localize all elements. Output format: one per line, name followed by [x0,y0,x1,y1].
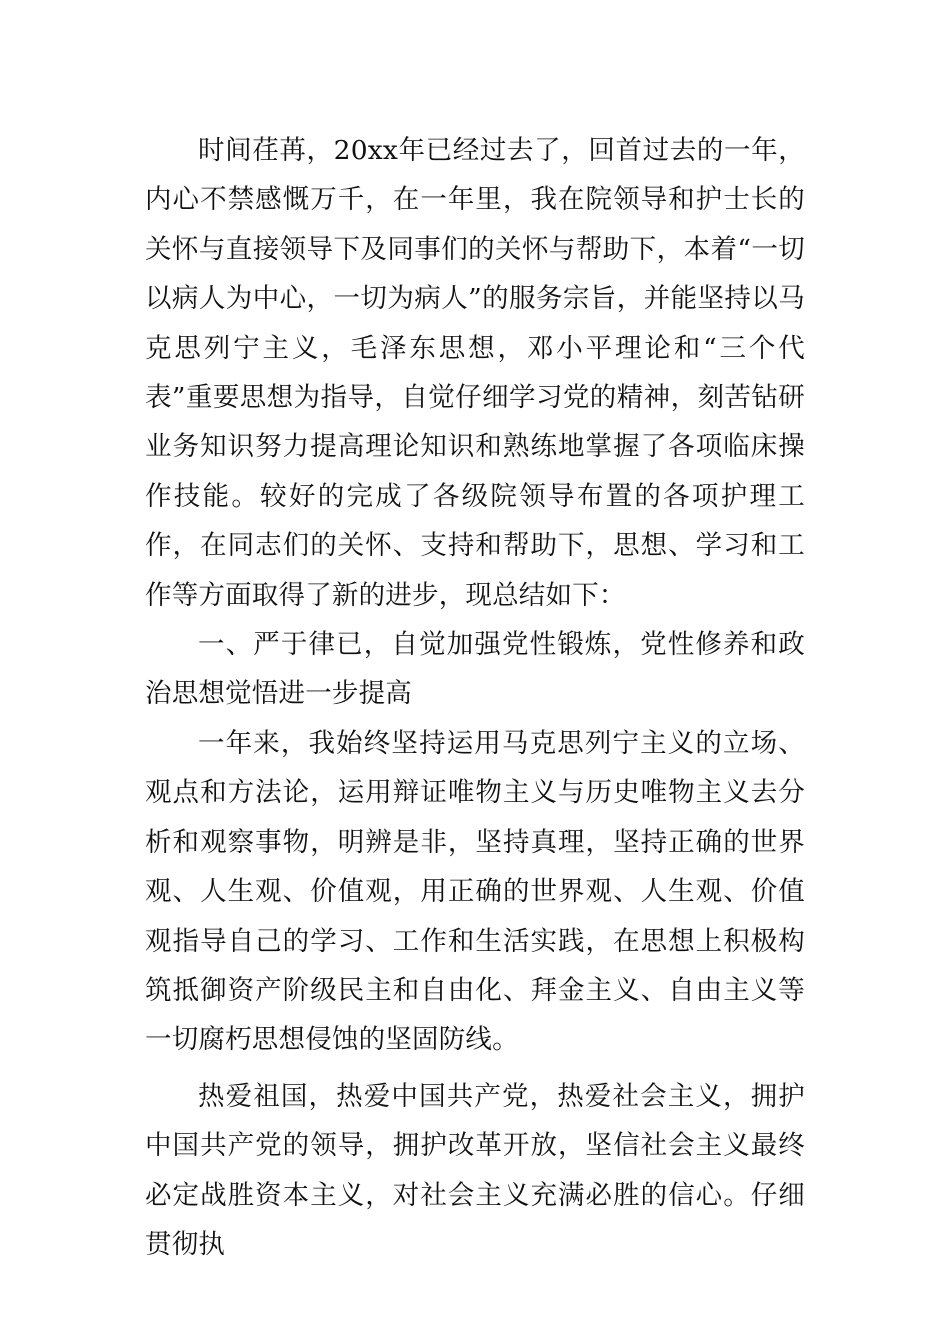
paragraph-patriotism: 热爱祖国，热爱中国共产党，热爱社会主义，拥护中国共产党的领导，拥护改革开放，坚信社会主义最终必定战胜资本主义，对社会主义充满必胜的信心。仔细贯彻执 [145,1080,805,1260]
paragraph-intro: 时间荏苒，20xx年已经过去了，回首过去的一年，内心不禁感慨万千，在一年里，我在院领导和护士长的关怀与直接领导下及同事们的关怀与帮助下，本着“一切以病人为中心，一切为病人”的服务宗旨，并能坚持以马克思列宁主义，毛泽东思想，邓小平理论和“三个代表”重要思想为指导，自觉仔细学习党的精神，刻苦钻研业务知识努力提高理论知识和熟练地掌握了各项临床操作技能。较好的完成了各级院领导布置的各项护理工作，在同志们的关怀、支持和帮助下，思想、学习和工作等方面取得了新的进步，现总结如下： [145,135,805,611]
document-body [145,126,805,1269]
paragraph-section-heading: 一、严于律已，自觉加强党性锻炼，党性修养和政治思想觉悟进一步提高 [145,629,805,710]
paragraph-ideology: 一年来，我始终坚持运用马克思列宁主义的立场、观点和方法论，运用辩证唯物主义与历史唯物主义去分析和观察事物，明辨是非，坚持真理，坚持正确的世界观、人生观、价值观，用正确的世界观、人生观、价值观指导自己的学习、工作和生活实践，在思想上积极构筑抵御资产阶级民主和自由化、拜金主义、自由主义等一切腐朽思想侵蚀的坚固防线。 [145,727,805,1056]
